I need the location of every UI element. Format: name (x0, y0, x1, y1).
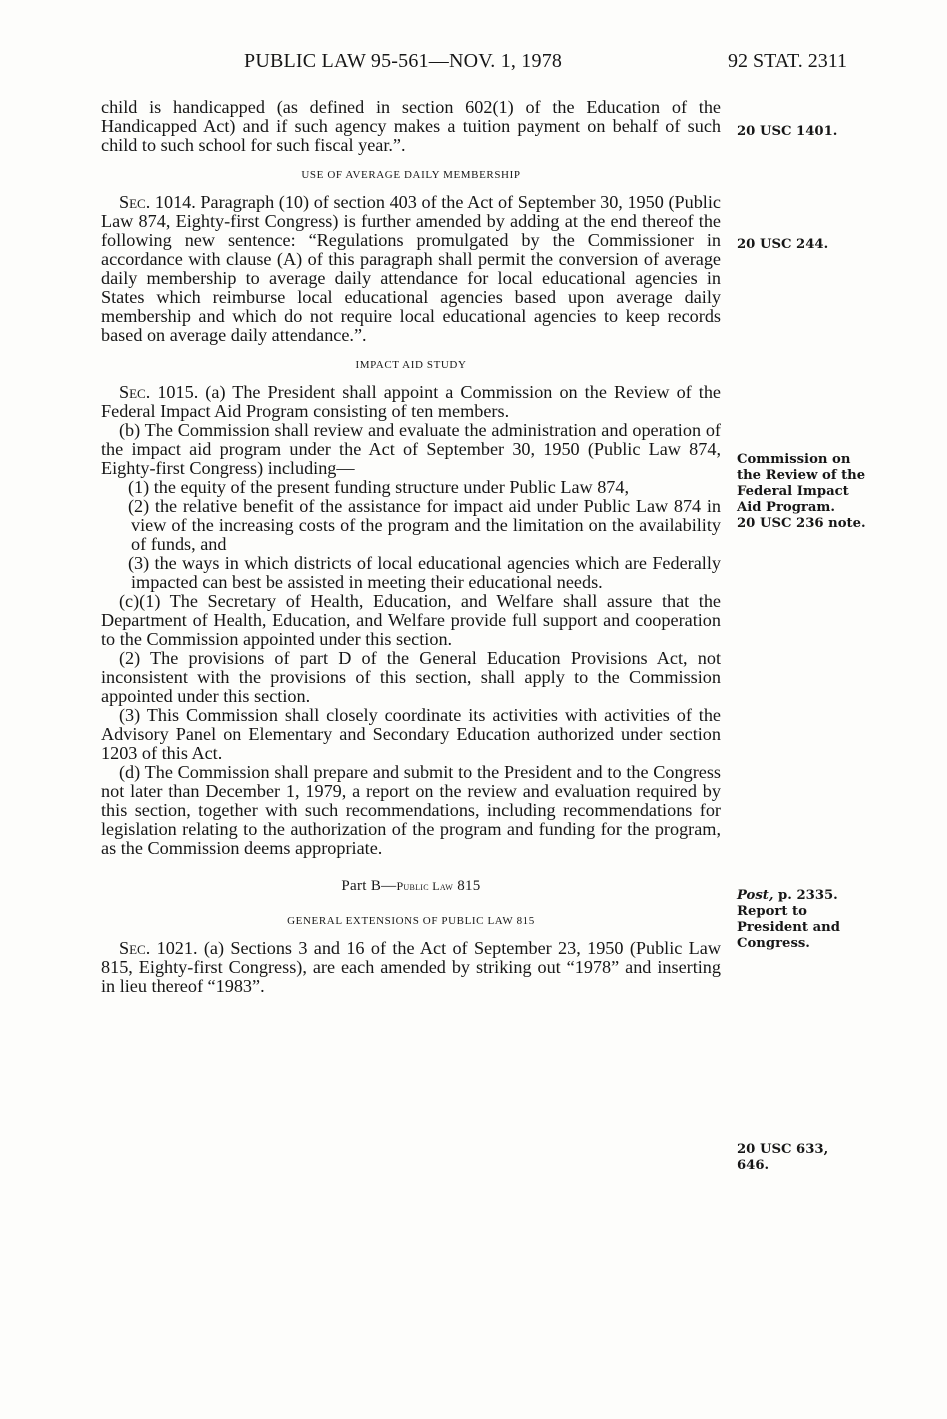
law-number: 815 (453, 878, 481, 894)
sec-1014-paragraph (101, 193, 721, 345)
post-word: Post, (737, 888, 774, 903)
public-word: Public (396, 879, 429, 893)
margin-note-line: Congress. (737, 936, 810, 951)
sec-1021-text: . 1021. (a) Sections 3 and 16 of the Act of September 23, 1950 (Public Law 815, Eighty-first Congress), are each amended by striking out “1978” and inserting in lieu thereof “1983”. (101, 938, 721, 996)
sec-1015-d: (d) The Commission shall prepare and submit to the President and to the Congress not later than December 1, 1979, a report on the review and evaluation required by this section, together with such recommendations, including recommendations for legislation relating to the authorization of the program and funding for the program, as the Commission deems appropriate. (101, 762, 721, 858)
section-heading-1014: USE OF AVERAGE DAILY MEMBERSHIP (301, 169, 521, 181)
part-letter: B— (366, 878, 397, 894)
margin-note-line: Aid Program. (737, 500, 835, 515)
sec-1015-b: (b) The Commission shall review and evaluate the administration and operation of the impact aid program under the Act of September 30, 1950 (Public Law 874, Eighty-first Congress) including— (101, 420, 721, 478)
margin-note-line: Federal Impact (737, 484, 849, 499)
sec-1015-b2: (2) the relative benefit of the assistance for impact aid under Public Law 874 in view of the increasing costs of the program and the limitation on the availability of funds, and (128, 496, 721, 554)
sec-label: Sec (119, 382, 146, 402)
sec-1015-b1: (1) the equity of the present funding structure under Public Law 874, (128, 477, 630, 497)
section-heading-1021: GENERAL EXTENSIONS OF PUBLIC LAW 815 (287, 915, 535, 927)
margin-note-line: 20 USC 633, (737, 1142, 829, 1157)
page-header-stat: 92 STAT. 2311 (728, 50, 847, 72)
margin-note-line: 646. (737, 1158, 770, 1173)
margin-note-line (737, 888, 937, 904)
sec-1015-c3: (3) This Commission shall closely coordinate its activities with activities of the Advisory Panel on Elementary and Secondary Education authorized under section 1203 of this Act. (101, 705, 721, 763)
margin-note-line: the Review of the (737, 468, 866, 483)
section-heading-1015: IMPACT AID STUDY (355, 359, 467, 371)
sec-1015-a-text: . 1015. (a) The President shall appoint a Commission on the Review of the Federal Impact Aid Program consisting of ten members. (101, 382, 721, 421)
margin-note-commission (737, 452, 937, 532)
main-text (101, 98, 721, 996)
margin-note-20usc244: 20 USC 244. (737, 237, 829, 252)
sec-label: Sec (119, 938, 146, 958)
margin-note-line: 20 USC 236 note. (737, 516, 866, 531)
margin-note-report (737, 888, 937, 952)
post-page: p. 2335. (773, 888, 838, 903)
sec-label: Sec (119, 192, 146, 212)
sec-1015-b3: (3) the ways in which districts of local educational agencies which are Federally impacted can best be assisted in meeting their educational needs. (128, 553, 721, 592)
page-header-title: PUBLIC LAW 95-561—NOV. 1, 1978 (244, 50, 563, 72)
margin-note-20usc633 (737, 1142, 937, 1174)
intro-paragraph: child is handicapped (as defined in section 602(1) of the Education of the Handicapped Act) and if such agency makes a tuition payment on behalf of such child to such school for such fiscal year.”. (101, 97, 721, 155)
margin-note-line: President and (737, 920, 840, 935)
law-word: Law (428, 879, 454, 893)
sec-1021-paragraph (101, 939, 721, 996)
margin-note-line: Report to (737, 904, 807, 919)
part-word: Part (341, 878, 367, 894)
margin-note-20usc1401: 20 USC 1401. (737, 124, 838, 139)
part-b-heading (101, 877, 721, 896)
margin-note-line: Commission on (737, 452, 851, 467)
sec-1015-c1: (c)(1) The Secretary of Health, Education, and Welfare shall assure that the Department of Health, Education, and Welfare provide full support and cooperation to the Commission appointed under this section. (101, 591, 721, 649)
sec-1015-a (101, 383, 721, 421)
sec-1014-text: . 1014. Paragraph (10) of section 403 of the Act of September 30, 1950 (Public Law 874, Eighty-first Congress) is further amended by adding at the end thereof the following new sentence: “Regulations promulgated by the Commissioner in accordance with clause (A) of this paragraph shall permit the conversion of average daily membership to average daily attendance for local educational agencies in States which reimburse local educational agencies based upon average daily membership and which do not require local educational agencies to keep records based on average daily attendance.”. (101, 192, 721, 345)
sec-1015-c2: (2) The provisions of part D of the General Education Provisions Act, not inconsistent with the provisions of this section, shall apply to the Commission appointed under this section. (101, 648, 721, 706)
